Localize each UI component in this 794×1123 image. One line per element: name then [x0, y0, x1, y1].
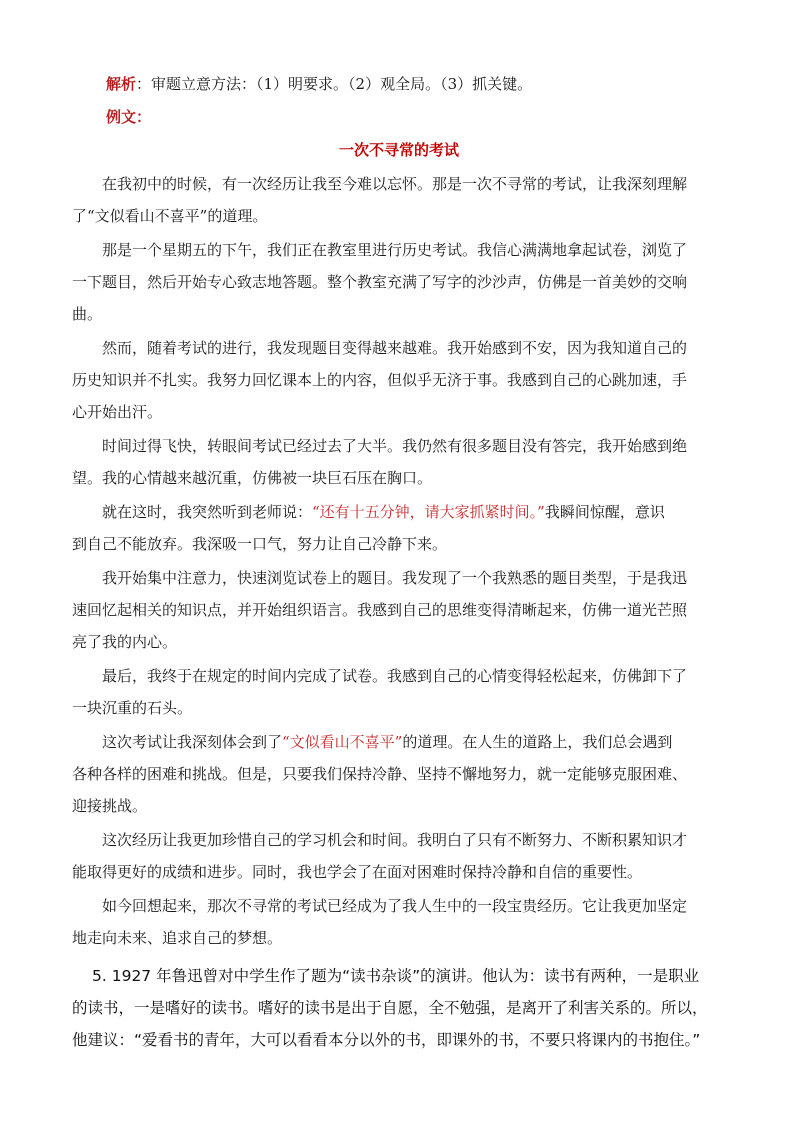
document-page	[72, 66, 726, 1056]
teacher-quote: “还有十五分钟，请大家抓紧时间。”	[312, 503, 545, 521]
analysis-line	[106, 66, 726, 102]
line-text: 就在这时，我突然听到老师说：	[102, 503, 313, 521]
paragraph-10	[72, 890, 726, 954]
example-label: 例文：	[106, 108, 152, 126]
paragraph-line: 到自己不能放弃。我深吸一口气，努力让自己冷静下来。	[72, 535, 448, 553]
paragraph-line: 在我初中的时候，有一次经历让我至今难以忘怀。那是一次不寻常的考试，让我深刻理解	[102, 175, 688, 193]
paragraph-line	[72, 726, 726, 758]
key-quote: “文似看山不喜平”	[282, 733, 403, 751]
paragraph-line: 时间过得飞快，转眼间考试已经过去了大半。我仍然有很多题目没有答完，我开始感到绝	[102, 437, 688, 455]
paragraph-1	[72, 168, 726, 232]
question-5	[72, 960, 726, 1056]
paragraph-line: 心开始出汗。	[72, 403, 163, 421]
paragraph-line: 能取得更好的成绩和进步。同时，我也学会了在面对困难时保持冷静和自信的重要性。	[72, 863, 643, 881]
analysis-label: 解析	[106, 75, 137, 93]
paragraph-line: 然而，随着考试的进行，我发现题目变得越来越难。我开始感到不安，因为我知道自己的	[102, 339, 688, 357]
line-text: 这次考试让我深刻体会到了	[102, 733, 283, 751]
paragraph-8	[72, 726, 726, 822]
line-text: 我瞬间惊醒，意识	[544, 503, 665, 521]
line-text: 的道理。在人生的道路上，我们总会遇到	[402, 733, 673, 751]
paragraph-line: 一下题目，然后开始专心致志地答题。整个教室充满了写字的沙沙声，仿佛是一首美妙的交响	[72, 273, 688, 291]
paragraph-line: 如今回想起来，那次不寻常的考试已经成为了我人生中的一段宝贵经历。它让我更加坚定	[102, 897, 688, 915]
analysis-text: ：审题立意方法：（1）明要求。（2）观全局。（3）抓关键。	[136, 75, 533, 93]
paragraph-line: 各种各样的困难和挑战。但是，只要我们保持冷静、坚持不懈地努力，就一定能够克服困难、	[72, 765, 688, 783]
paragraph-line	[72, 496, 726, 528]
question-line: 他建议：“爱看书的青年，大可以看看本分以外的书，即课外的书，不要只将课内的书抱住。”	[72, 1031, 701, 1049]
paragraph-line: 最后，我终于在规定的时间内完成了试卷。我感到自己的心情变得轻松起来，仿佛卸下了	[102, 667, 688, 685]
paragraph-3	[72, 332, 726, 428]
question-line: 的读书，一是嗜好的读书。嗜好的读书是出于自愿，全不勉强，是离开了利害关系的。所以，	[72, 999, 708, 1017]
essay-title: 一次不寻常的考试	[338, 141, 459, 159]
paragraph-9	[72, 824, 726, 888]
paragraph-line: 亮了我的内心。	[72, 633, 178, 651]
paragraph-line: 望。我的心情越来越沉重，仿佛被一块巨石压在胸口。	[72, 469, 433, 487]
question-line: 5. 1927 年鲁迅曾对中学生作了题为“读书杂谈”的演讲。他认为：读书有两种，一是职业	[92, 967, 700, 985]
paragraph-5	[72, 496, 726, 560]
paragraph-4	[72, 430, 726, 494]
paragraph-line: 速回忆起相关的知识点，并开始组织语言。我感到自己的思维变得清晰起来，仿佛一道光芒照	[72, 601, 688, 619]
paragraph-line: 曲。	[72, 305, 103, 323]
paragraph-line: 迎接挑战。	[72, 797, 148, 815]
paragraph-line: 那是一个星期五的下午，我们正在教室里进行历史考试。我信心满满地拿起试卷，浏览了	[102, 241, 688, 259]
paragraph-line: 地走向未来、追求自己的梦想。	[72, 929, 283, 947]
paragraph-6	[72, 562, 726, 658]
paragraph-line: 了“文似看山不喜平”的道理。	[72, 207, 268, 225]
paragraph-7	[72, 660, 726, 724]
paragraph-line: 一块沉重的石头。	[72, 699, 193, 717]
paragraph-line: 历史知识并不扎实。我努力回忆课本上的内容，但似乎无济于事。我感到自己的心跳加速，手	[72, 371, 688, 389]
paragraph-2	[72, 234, 726, 330]
paragraph-line: 我开始集中注意力，快速浏览试卷上的题目。我发现了一个我熟悉的题目类型，于是我迅	[102, 569, 688, 587]
paragraph-line: 这次经历让我更加珍惜自己的学习机会和时间。我明白了只有不断努力、不断积累知识才	[102, 831, 688, 849]
